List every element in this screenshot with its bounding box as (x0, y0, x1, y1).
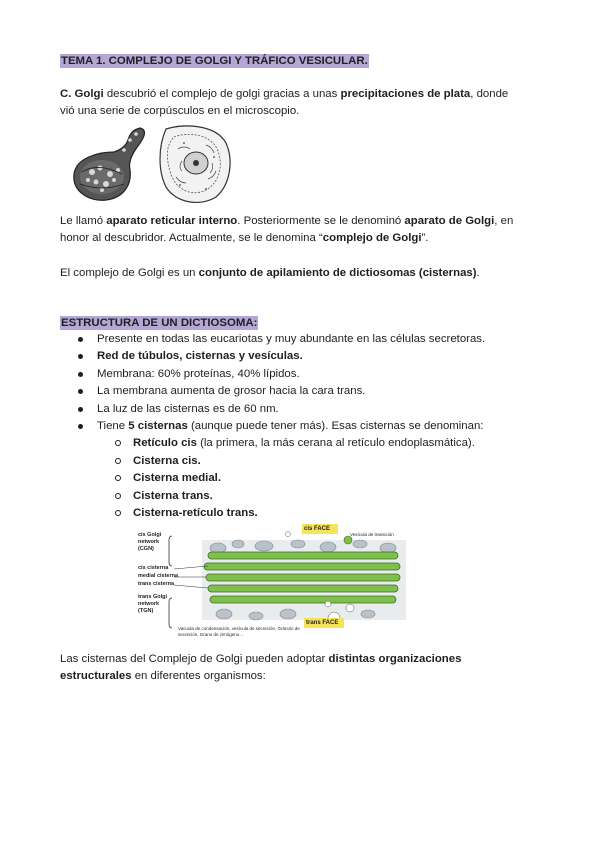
bullet-dot (78, 407, 83, 412)
section-heading: ESTRUCTURA DE UN DICTIOSOMA: (61, 317, 258, 329)
sub-list-item: Retículo cis (la primera, la más cerana al retículo endoplasmática). (133, 437, 475, 449)
history-paragraph: Le llamó aparato reticular interno. Posteriormente se le denominó aparato de Golgi, en honor al descubridor. Actualmente, se le denomina “complejo de Golgi”. (60, 215, 514, 244)
cis-face-label: cis FACE (304, 526, 331, 532)
sub-bullet (115, 475, 121, 481)
bullet-dot (78, 424, 83, 429)
list-item: Membrana: 60% proteínas, 40% lípidos. (97, 368, 300, 380)
page-title: TEMA 1. COMPLEJO DE GOLGI Y TRÁFICO VESICULAR. (61, 55, 368, 67)
sub-bullet (115, 458, 121, 464)
bullet-dot (78, 389, 83, 394)
golgi-diagram (138, 522, 408, 640)
sub-bullet (115, 493, 121, 499)
definition-paragraph: El complejo de Golgi es un conjunto de apilamiento de dictiosomas (cisternas). (60, 267, 480, 279)
cgn-label: cis Golgi network (CGN) (138, 532, 162, 552)
list-item: Red de túbulos, cisternas y vesículas. (97, 350, 303, 362)
golgi-neuron-drawing (68, 122, 152, 204)
intro-paragraph: C. Golgi descubrió el complejo de golgi gracias a unas precipitaciones de plata, donde vió una serie de corpúsculos en el microscopio. (60, 88, 509, 117)
organization-paragraph: Las cisternas del Complejo de Golgi pueden adoptar distintas organizaciones estructurales en diferentes organismos: (60, 653, 462, 682)
bullet-dot (78, 372, 83, 377)
sub-list-item: Cisterna-retículo trans. (133, 507, 258, 519)
list-item: La luz de las cisternas es de 60 nm. (97, 403, 279, 415)
sub-bullet (115, 510, 121, 516)
bullet-dot (78, 354, 83, 359)
bullet-dot (78, 337, 83, 342)
list-item: Presente en todas las eucariotas y muy abundante en las células secretoras. (97, 333, 486, 345)
list-item: La membrana aumenta de grosor hacia la cara trans. (97, 385, 366, 397)
trans-face-label: trans FACE (306, 620, 339, 626)
sub-list-item: Cisterna medial. (133, 472, 221, 484)
sub-list-item: Cisterna cis. (133, 455, 201, 467)
trans-cisterna-label: trans cisterna (138, 581, 175, 587)
medial-cisterna-label: medial cisterna (138, 573, 179, 579)
list-item: Tiene 5 cisternas (aunque puede tener más). Esas cisternas se denominan: (97, 420, 484, 432)
sub-bullet (115, 440, 121, 446)
tgn-label: trans Golgi network (TGN) (138, 594, 168, 614)
golgi-cell-drawing (156, 121, 234, 207)
cis-cisterna-label: cis cisterna (138, 565, 169, 571)
sub-list-item: Cisterna trans. (133, 490, 213, 502)
figure-caption: Vacuola de condensación, vesícula de secreción, Gránulo de secreción, Grano de zimógeno... (178, 626, 300, 637)
transition-vesicle-label: Vesícula de transición (350, 532, 394, 537)
